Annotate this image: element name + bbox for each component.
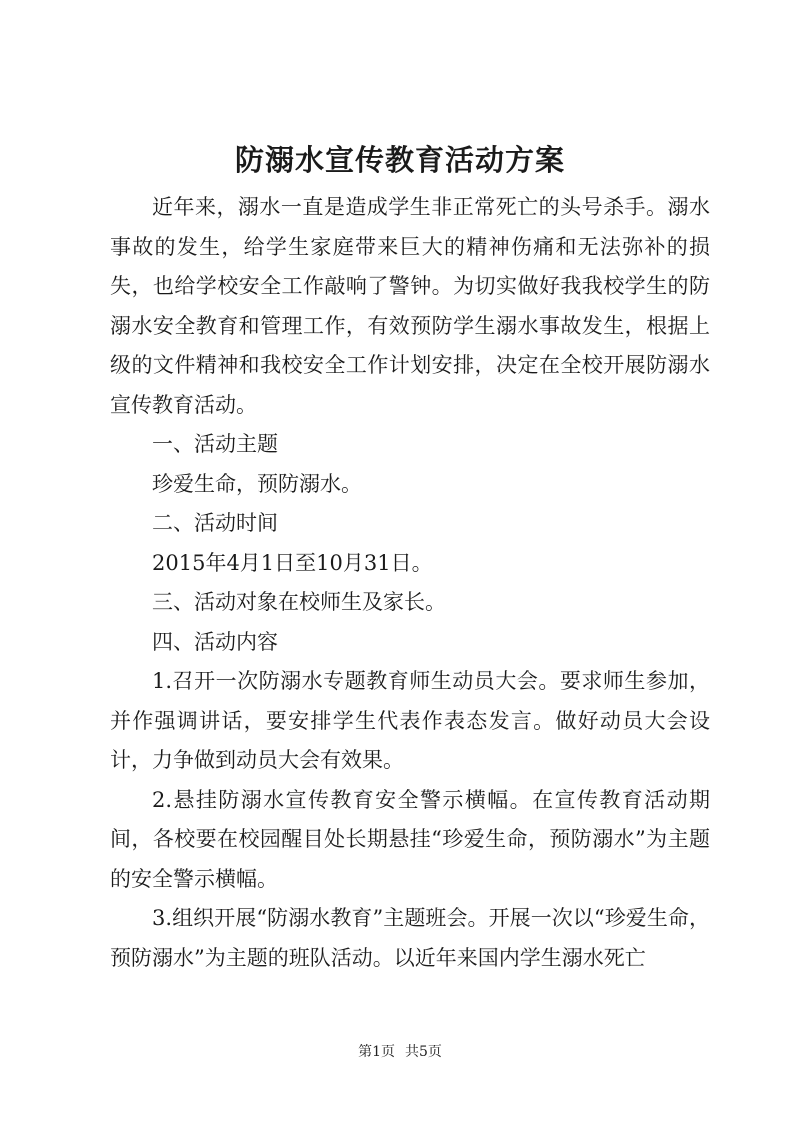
paragraph-content-item-2: 2.悬挂防溺水宣传教育安全警示横幅。在宣传教育活动期间，各校要在校园醒目处长期悬挂“珍爱生命，预防溺水”为主题的安全警示横幅。 <box>110 787 710 891</box>
heading-activity-target: 三、活动对象在校师生及家长。 <box>152 590 446 614</box>
page-total: 共5页 <box>405 1044 442 1060</box>
document-body <box>110 188 710 978</box>
paragraph-content-item-3: 3.组织开展“防溺水教育”主题班会。开展一次以“珍爱生命，预防溺水”为主题的班队活动。以近年来国内学生溺水死亡 <box>110 906 710 970</box>
heading-activity-content: 四、活动内容 <box>152 629 278 654</box>
paragraph-theme-text: 珍爱生命，预防溺水。 <box>152 471 362 496</box>
page-footer <box>0 1042 800 1062</box>
page-number: 第1页 <box>358 1044 395 1060</box>
heading-activity-time: 二、活动时间 <box>152 511 278 535</box>
document-title: 防溺水宣传教育活动方案 <box>234 143 565 177</box>
paragraph-content-item-1: 1.召开一次防溺水专题教育师生动员大会。要求师生参加，并作强调讲话，要安排学生代表作表态发言。做好动员大会设计，力争做到动员大会有效果。 <box>110 669 710 772</box>
heading-activity-theme: 一、活动主题 <box>152 432 278 456</box>
paragraph-time-text: 2015年4月1日至10月31日。 <box>152 550 433 575</box>
paragraph-intro: 近年来，溺水一直是造成学生非正常死亡的头号杀手。溺水事故的发生，给学生家庭带来巨大的精神伤痛和无法弥补的损失，也给学校安全工作敲响了警钟。为切实做好我我校学生的防溺水安全教育和管理工作，有效预防学生溺水事故发生，根据上级的文件精神和我校安全工作计划安排，决定在全校开展防溺水宣传教育活动。 <box>110 195 710 417</box>
